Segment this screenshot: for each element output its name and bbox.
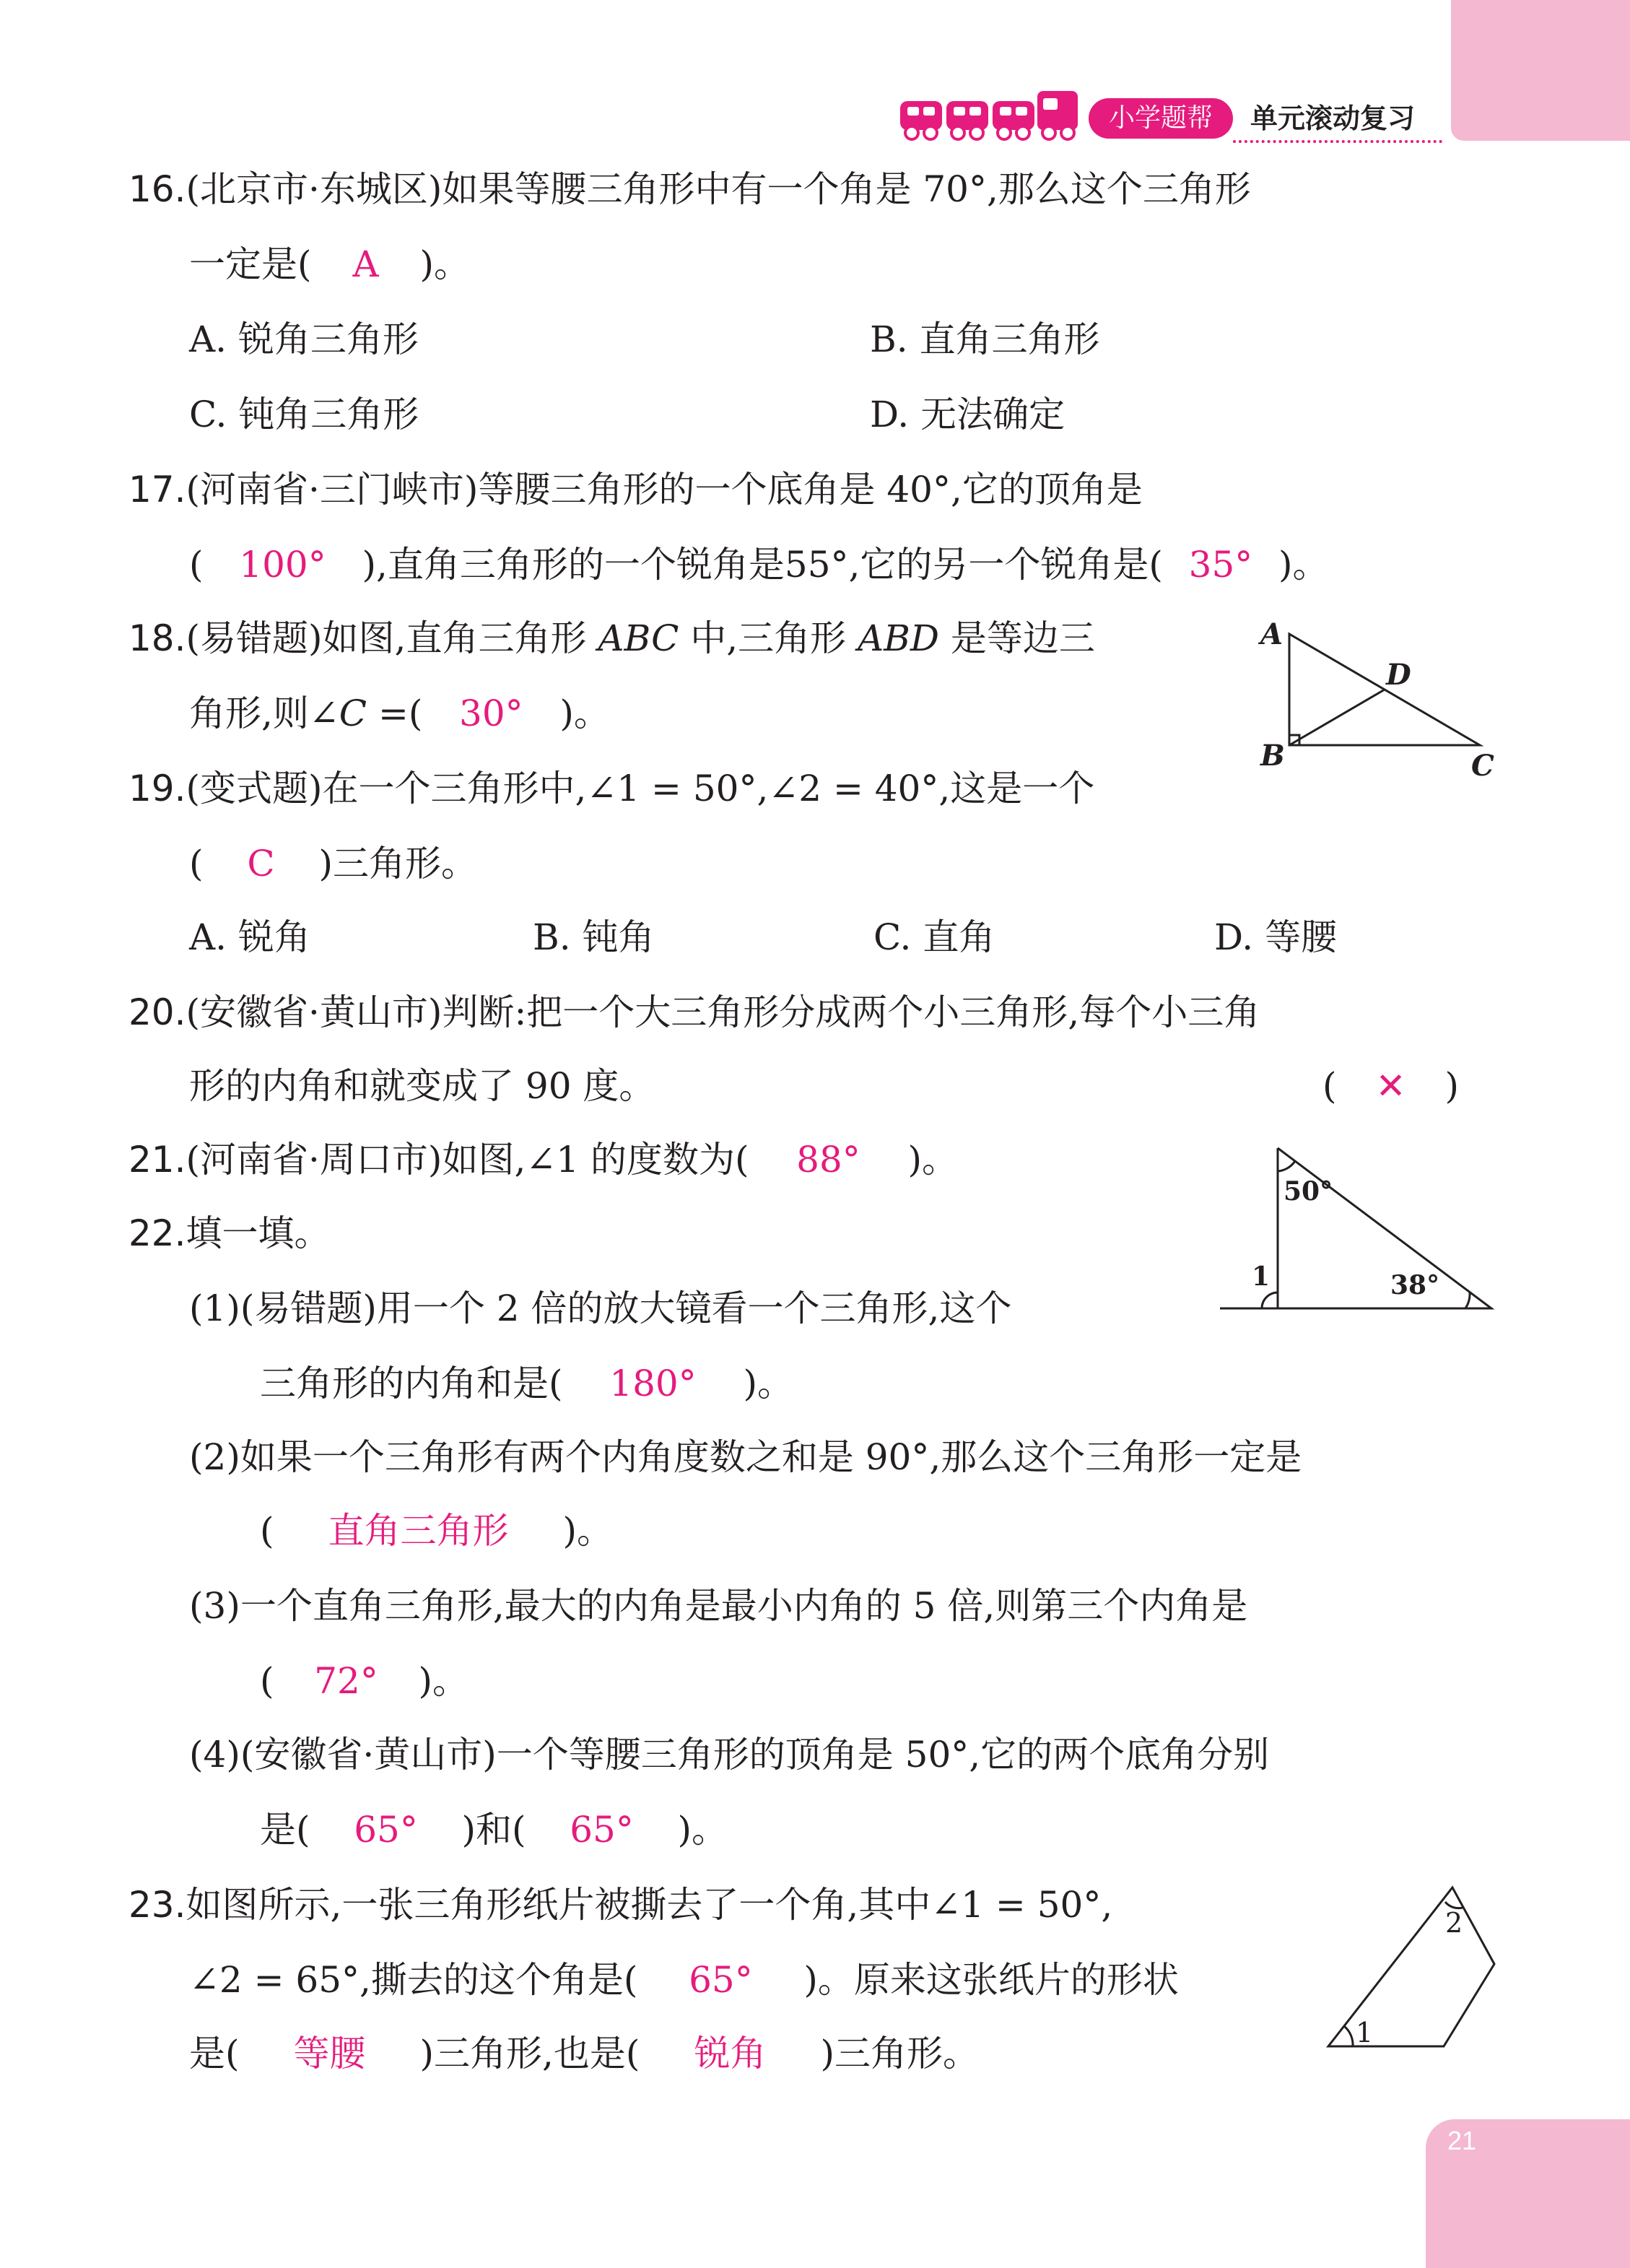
question-title: 填一填。 [186, 1212, 331, 1254]
question-text: 如果等腰三角形中有一个角是 70°,那么这个三角形 [442, 168, 1251, 210]
question-text: 三角形的内角和是( [260, 1363, 563, 1404]
question-text: 在一个三角形中,∠1 = 50°,∠2 = 40°,这是一个 [322, 768, 1095, 809]
triangle-label: ABC [598, 617, 679, 659]
question-22-2-line-2 [260, 1502, 613, 1560]
question-text: 用一个 2 倍的放大镜看一个三角形,这个 [376, 1287, 1012, 1329]
bracket: ( [1322, 1065, 1337, 1107]
question-22-1-line-1 [189, 1279, 1011, 1337]
question-text: 等腰三角形的一个底角是 40°,它的顶角是 [478, 469, 1143, 510]
bracket: ) [1444, 1065, 1460, 1107]
triangle-label: ABD [858, 617, 940, 659]
question-17-line-2 [189, 536, 1328, 594]
option-16-d: D. 无法确定 [870, 394, 1065, 435]
option-19-d: D. 等腰 [1214, 916, 1338, 958]
header-pink-tab [1451, 0, 1630, 141]
question-23-line-3 [189, 2025, 979, 2082]
option-19-b: B. 钝角 [533, 916, 655, 958]
sub-question-index: (3) [189, 1585, 240, 1627]
angle-1-label: 1 [1252, 1261, 1271, 1292]
answer-22-2: 直角三角形 [328, 1510, 509, 1552]
train-icon [899, 85, 1079, 144]
page-number: 21 [1447, 2126, 1477, 2155]
question-number: 18. [128, 617, 186, 659]
question-text: 角形,则∠ [189, 692, 339, 734]
question-text: 如图,直角三角形 [322, 617, 598, 659]
option-16-b: B. 直角三角形 [870, 318, 1100, 360]
question-number: 23. [128, 1884, 186, 1926]
answer-23-2: 等腰 [293, 2033, 366, 2074]
question-text: ∠2 = 65°,撕去的这个角是( [189, 1959, 638, 2001]
vertex-a-label: A [1260, 617, 1283, 651]
question-source: (易错题) [240, 1287, 377, 1329]
answer-20-bracket [1322, 1057, 1459, 1115]
cross-icon: ✕ [1375, 1065, 1406, 1107]
question-18-line-2 [189, 685, 610, 742]
angle-2-label: 2 [1445, 1907, 1463, 1939]
question-text: )。 [562, 1510, 614, 1552]
answer-22-4-1: 65° [354, 1809, 418, 1851]
angle-38-label: 38° [1390, 1270, 1440, 1300]
question-text: 如果一个三角形有两个内角度数之和是 90°,那么这个三角形一定是 [240, 1436, 1302, 1478]
angle-1-label: 1 [1356, 2017, 1374, 2048]
question-text: )。 [907, 1139, 958, 1181]
question-text: ( [189, 843, 204, 885]
question-source: (北京市·东城区) [186, 168, 443, 210]
answer-23-3: 锐角 [694, 2033, 767, 2074]
question-text: ( [189, 544, 204, 586]
question-22-4-line-2 [260, 1801, 728, 1859]
question-number: 16. [128, 168, 186, 210]
question-source: (河南省·三门峡市) [186, 469, 479, 510]
answer-16: A [352, 243, 379, 285]
sub-question-index: (2) [189, 1436, 240, 1478]
question-source: (变式题) [186, 768, 323, 809]
question-16-line-2 [189, 235, 470, 293]
question-19-line-1 [128, 760, 1094, 817]
question-text: 一个等腰三角形的顶角是 50°,它的两个底角分别 [496, 1734, 1270, 1776]
question-number: 20. [128, 991, 186, 1033]
vertex-c-label: C [1471, 749, 1494, 783]
question-source: (安徽省·黄山市) [186, 991, 443, 1033]
option-19-a: A. 锐角 [189, 916, 310, 958]
question-text: )。 [419, 243, 471, 285]
section-title: 单元滚动复习 [1250, 103, 1416, 134]
question-text: 判断:把一个大三角形分成两个小三角形,每个小三角 [442, 991, 1260, 1033]
sub-question-index: (1) [189, 1287, 240, 1329]
question-22-3-line-2 [260, 1652, 468, 1710]
answer-19: C [247, 843, 275, 885]
question-text: =( [367, 692, 423, 734]
question-22-1-line-2 [260, 1355, 793, 1412]
question-text: )三角形。 [318, 843, 478, 885]
answer-17-2: 35° [1188, 544, 1253, 586]
exterior-angle-diagram [1220, 1141, 1502, 1314]
option-19-c: C. 直角 [873, 916, 995, 958]
question-text: 如图所示,一张三角形纸片被撕去了一个角,其中∠1 = 50°, [186, 1884, 1113, 1926]
question-text: 是( [189, 2033, 240, 2074]
question-19-line-2 [189, 835, 477, 892]
answer-22-1: 180° [609, 1363, 697, 1404]
question-22-line-1 [128, 1204, 331, 1262]
question-text: )。 [559, 692, 610, 734]
triangle-abc-diagram [1256, 612, 1502, 786]
answer-17-1: 100° [239, 544, 326, 586]
question-23-line-1 [128, 1876, 1112, 1934]
question-text: 一定是( [189, 243, 312, 285]
question-text: )三角形,也是( [419, 2033, 640, 2074]
question-text: ),直角三角形的一个锐角是55°,它的另一个锐角是( [362, 544, 1163, 586]
question-17-line-1 [128, 461, 1143, 518]
question-text: )。 [418, 1660, 469, 1702]
option-16-c: C. 钝角三角形 [189, 394, 419, 435]
question-20-line-1 [128, 983, 1260, 1041]
answer-23-1: 65° [689, 1959, 753, 2001]
question-text: 中,三角形 [679, 617, 858, 659]
torn-triangle-diagram [1321, 1882, 1502, 2055]
question-text: )。 [1278, 544, 1329, 586]
question-text: )和( [461, 1809, 526, 1851]
question-21-line-1 [128, 1131, 958, 1189]
question-18-line-1 [128, 609, 1095, 667]
question-16-line-1 [128, 160, 1251, 218]
question-number: 22. [128, 1212, 186, 1254]
question-text: 一个直角三角形,最大的内角是最小内角的 5 倍,则第三个内角是 [240, 1585, 1248, 1627]
question-22-2-line-1 [189, 1428, 1302, 1486]
brand-badge: 小学题帮 [1089, 98, 1233, 139]
question-text: )。 [743, 1363, 794, 1404]
header-divider [1233, 140, 1442, 143]
question-text: 是等边三 [939, 617, 1095, 659]
question-22-3-line-1 [189, 1577, 1247, 1635]
answer-22-3: 72° [314, 1660, 378, 1702]
angle-50-label: 50° [1283, 1176, 1333, 1207]
question-text: 如图,∠1 的度数为( [442, 1139, 749, 1181]
question-text: ( [260, 1660, 274, 1702]
answer-18: 30° [459, 692, 523, 734]
option-16-a: A. 锐角三角形 [189, 318, 419, 360]
question-source: (安徽省·黄山市) [240, 1734, 497, 1776]
question-23-line-2 [189, 1951, 1179, 2009]
question-source: (河南省·周口市) [186, 1139, 443, 1181]
vertex-b-label: B [1260, 739, 1285, 773]
question-text: 是( [260, 1809, 310, 1851]
question-number: 21. [128, 1139, 186, 1181]
question-source: (易错题) [186, 617, 323, 659]
question-text: )三角形。 [820, 2033, 979, 2074]
sub-question-index: (4) [189, 1734, 240, 1776]
question-text: )。 [677, 1809, 728, 1851]
question-number: 19. [128, 768, 186, 809]
angle-label: C [339, 692, 367, 734]
question-text: ( [260, 1510, 274, 1552]
question-text: )。原来这张纸片的形状 [803, 1959, 1179, 2001]
question-20-line-2: 形的内角和就变成了 90 度。 [189, 1065, 655, 1107]
question-number: 17. [128, 469, 186, 510]
answer-21: 88° [796, 1139, 860, 1181]
answer-22-4-2: 65° [570, 1809, 634, 1851]
question-22-4-line-1 [189, 1726, 1269, 1783]
vertex-d-label: D [1386, 658, 1411, 692]
